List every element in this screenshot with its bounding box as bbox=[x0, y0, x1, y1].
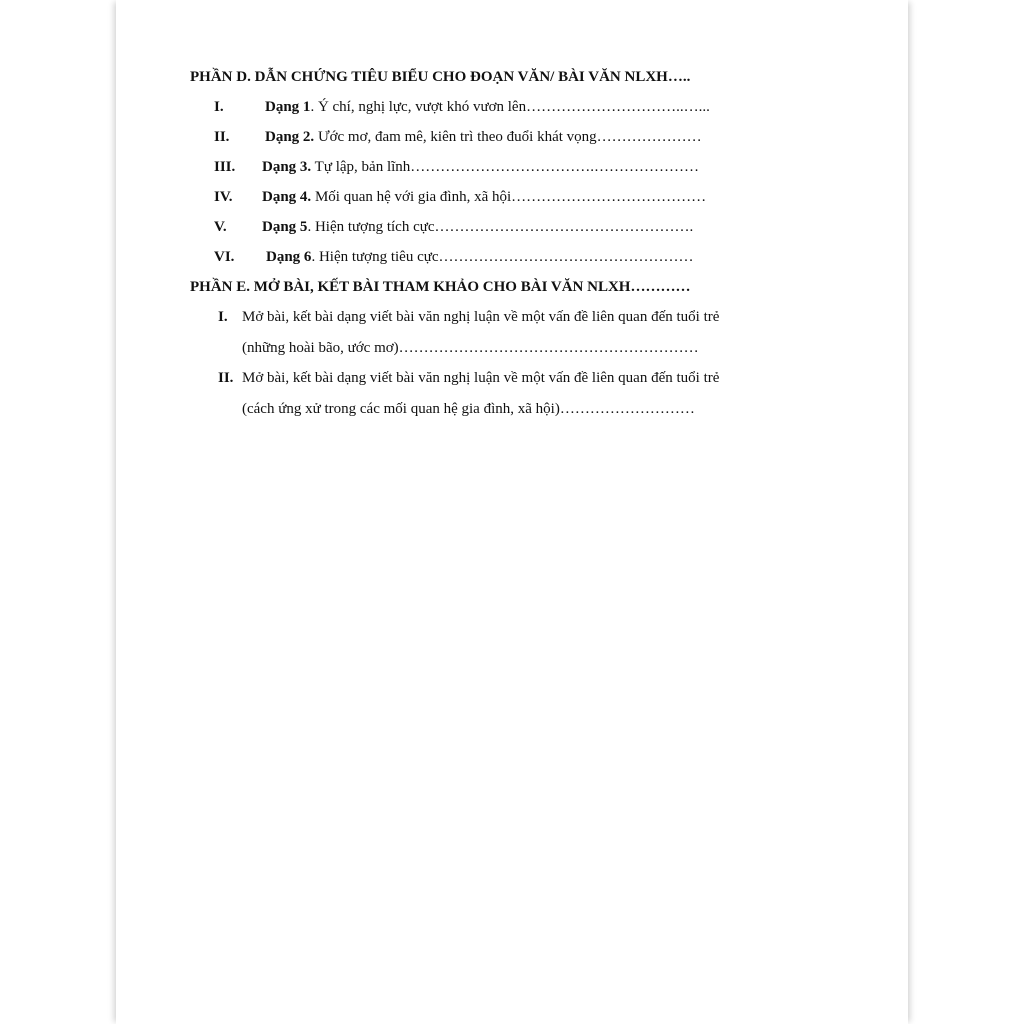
item-text-line-2: (cách ứng xử trong các mối quan hệ gia đình, xã hội)……………………… bbox=[242, 401, 695, 417]
item-text bbox=[262, 157, 699, 177]
item-number: V. bbox=[214, 219, 227, 235]
item-label: Dạng 5 bbox=[262, 219, 308, 235]
item-label: Dạng 1 bbox=[265, 99, 311, 115]
document-page bbox=[116, 0, 908, 1024]
item-number: IV. bbox=[214, 189, 233, 205]
item-description: Ước mơ, đam mê, kiên trì theo đuổi khát vọng………………… bbox=[314, 129, 702, 145]
item-description: Tự lập, bản lĩnh……………………………….………………… bbox=[311, 159, 700, 175]
item-number: I. bbox=[214, 99, 224, 115]
item-number: VI. bbox=[214, 249, 235, 265]
item-label: Dạng 2. bbox=[265, 129, 315, 145]
item-label: Dạng 3. bbox=[262, 159, 312, 175]
item-text bbox=[265, 127, 702, 147]
item-text-line-1: Mở bài, kết bài dạng viết bài văn nghị luận về một vấn đề liên quan đến tuổi trẻ bbox=[242, 309, 720, 325]
item-text bbox=[265, 97, 710, 117]
item-text-line-2: (những hoài bão, ước mơ)…………………………………………………… bbox=[242, 340, 699, 356]
item-description: . Ý chí, nghị lực, vượt khó vươn lên…………………………..…... bbox=[310, 99, 710, 115]
item-number: II. bbox=[218, 370, 234, 386]
item-text bbox=[262, 187, 706, 207]
item-number: I. bbox=[218, 309, 228, 325]
item-description: . Hiện tượng tiêu cực…………………………………………… bbox=[311, 249, 694, 265]
item-label: Dạng 4. bbox=[262, 189, 312, 205]
item-text bbox=[262, 217, 693, 237]
part-e-heading: PHẦN E. MỞ BÀI, KẾT BÀI THAM KHẢO CHO BÀI VĂN NLXH………… bbox=[190, 279, 691, 295]
item-text-line-1: Mở bài, kết bài dạng viết bài văn nghị luận về một vấn đề liên quan đến tuổi trẻ bbox=[242, 370, 720, 386]
item-description: Mối quan hệ với gia đình, xã hội………………………………… bbox=[311, 189, 707, 205]
item-number: II. bbox=[214, 129, 230, 145]
item-description: . Hiện tượng tích cực……………………………………………. bbox=[307, 219, 694, 235]
part-d-heading: PHẦN D. DẪN CHỨNG TIÊU BIỂU CHO ĐOẠN VĂN/ BÀI VĂN NLXH….. bbox=[190, 69, 691, 85]
item-label: Dạng 6 bbox=[266, 249, 312, 265]
item-number: III. bbox=[214, 159, 236, 175]
item-text bbox=[266, 247, 694, 267]
